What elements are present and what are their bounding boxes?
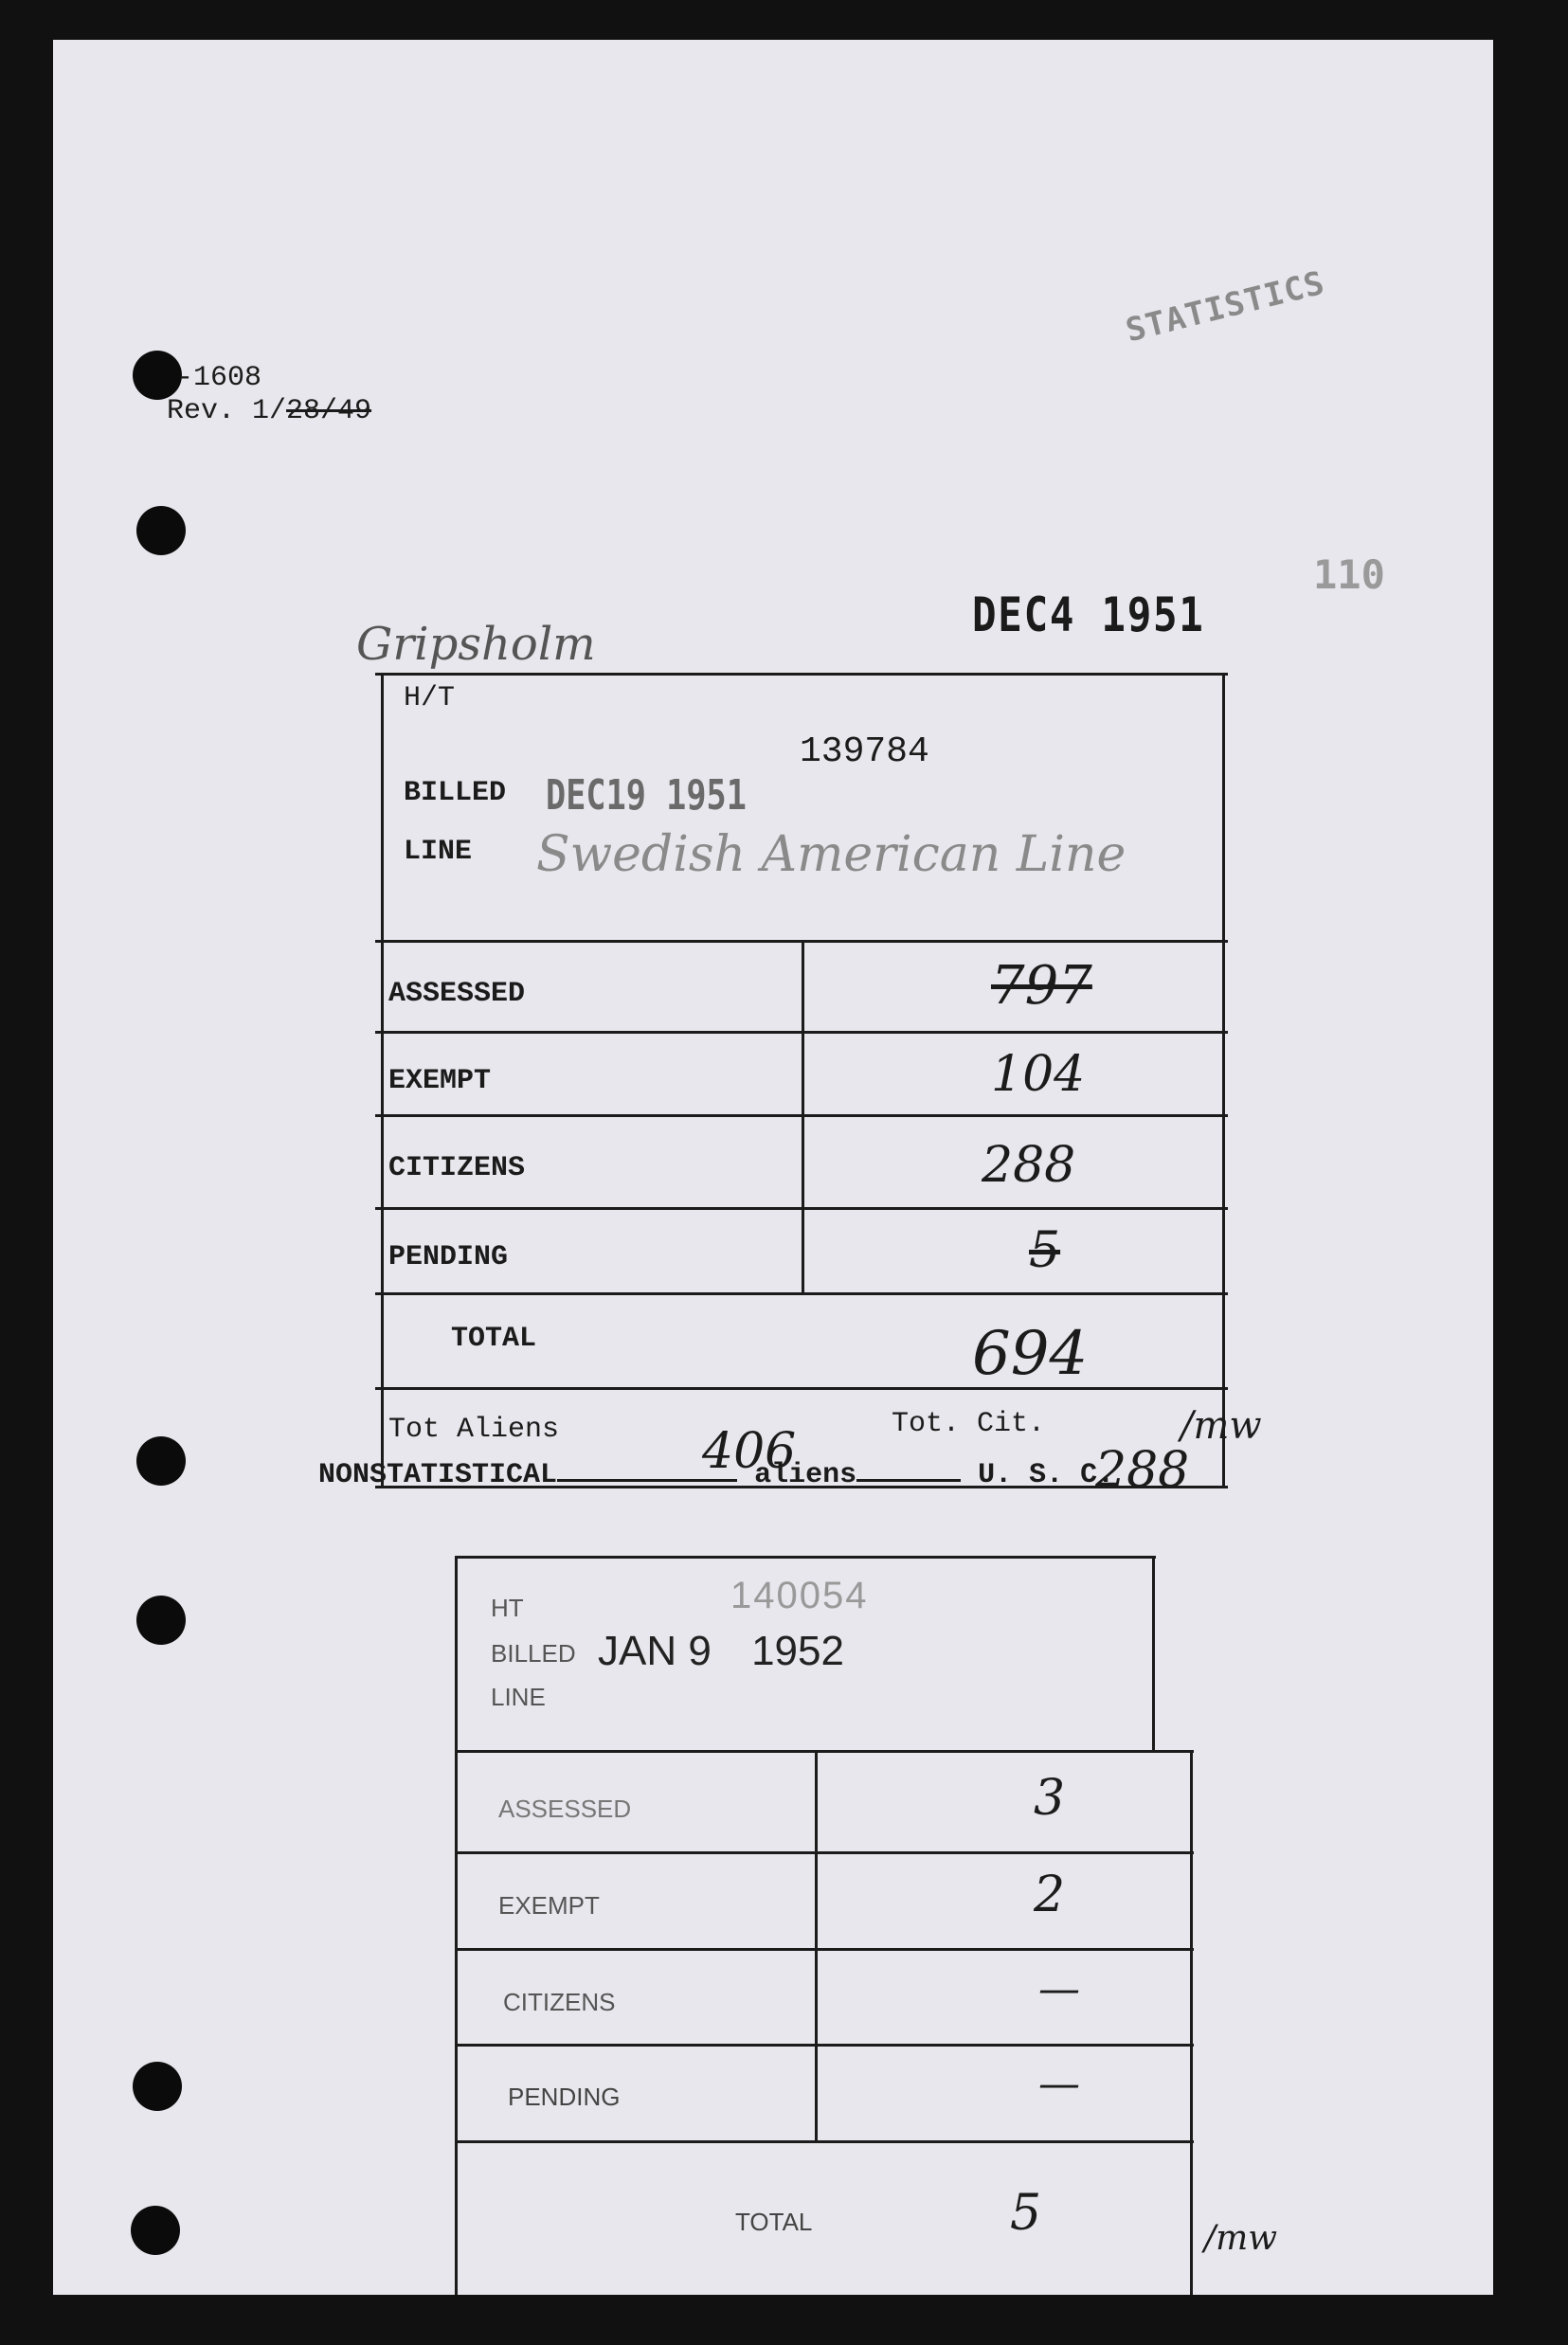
row-label-citizens: CITIZENS (388, 1152, 526, 1184)
billed-date: DEC19 1951 (546, 771, 747, 820)
row2-label-pending: PENDING (508, 2083, 621, 2111)
nonstat-usc-label: U. S. C. (978, 1459, 1115, 1491)
row2-value-pending: — (1038, 2060, 1080, 2108)
arrival-card-1 (375, 665, 1228, 1499)
tot-cit-label: Tot. Cit. (892, 1408, 1046, 1440)
form-number-text: -1608 (176, 362, 262, 394)
tot-aliens-label: Tot Aliens (388, 1414, 560, 1446)
document-page (53, 40, 1493, 2295)
row-label-assessed: ASSESSED (388, 978, 526, 1010)
total-value: 694 (972, 1319, 1089, 1389)
ht-label: H/T (404, 682, 456, 714)
initials-card-2: /mw (1204, 2219, 1278, 2258)
row2-value-exempt: 2 (1034, 1867, 1066, 1923)
tot-cit-value: 288 (1095, 1442, 1190, 1499)
line2-label: LINE (491, 1683, 546, 1711)
punch-hole (133, 2062, 182, 2111)
punch-hole (133, 351, 182, 400)
punch-hole (136, 1596, 186, 1645)
row2-label-assessed: ASSESSED (498, 1795, 632, 1823)
scan-border (0, 2298, 1568, 2345)
row-value-exempt: 104 (991, 1046, 1086, 1103)
row2-value-assessed: 3 (1034, 1770, 1066, 1827)
form-number (176, 362, 261, 394)
billed2-date (598, 1628, 844, 1675)
nonstatistical-line (318, 1459, 1114, 1491)
punch-hole (136, 1436, 186, 1486)
ht2-number: 140054 (730, 1575, 869, 1616)
revision-struck-text: 28/49 (286, 395, 372, 427)
form-revision (167, 395, 371, 427)
ship-name: Gripsholm (356, 618, 596, 671)
arrival-card-2 (451, 1556, 1256, 2295)
row-label-exempt: EXEMPT (388, 1065, 492, 1097)
line-label: LINE (404, 836, 473, 868)
page-number: 110 (1313, 551, 1385, 598)
nonstatistical-label: NONSTATISTICAL (318, 1459, 558, 1491)
tot-aliens-value: 406 (702, 1423, 797, 1480)
row2-label-exempt: EXEMPT (498, 1891, 600, 1920)
date-stamp: DEC4 1951 (972, 587, 1205, 642)
row-value-citizens: 288 (982, 1137, 1076, 1194)
line-value: Swedish American Line (536, 826, 1126, 883)
billed-label: BILLED (404, 777, 507, 809)
total2-value: 5 (1010, 2185, 1042, 2242)
ht2-label: HT (491, 1594, 524, 1622)
punch-hole (136, 506, 186, 555)
statistics-stamp: STATISTICS (1122, 263, 1329, 351)
row2-value-citizens: — (1038, 1965, 1080, 2013)
total-label: TOTAL (451, 1323, 537, 1355)
punch-hole (131, 2206, 180, 2255)
row-value-pending: 5 (1029, 1222, 1061, 1279)
nonstat-aliens-label: aliens (754, 1459, 857, 1491)
billed2-date-month: JAN 9 (598, 1628, 712, 1674)
total2-label: TOTAL (735, 2208, 813, 2236)
billed2-label: BILLED (491, 1639, 576, 1668)
initials-card-1: /mw (1181, 1404, 1262, 1448)
row-value-assessed: 797 (991, 955, 1092, 1017)
row2-label-citizens: CITIZENS (503, 1988, 616, 2016)
ht-number: 139784 (800, 731, 929, 772)
revision-text: Rev. 1/ (167, 395, 287, 427)
row-label-pending: PENDING (388, 1241, 509, 1273)
billed2-date-year: 1952 (751, 1628, 844, 1674)
